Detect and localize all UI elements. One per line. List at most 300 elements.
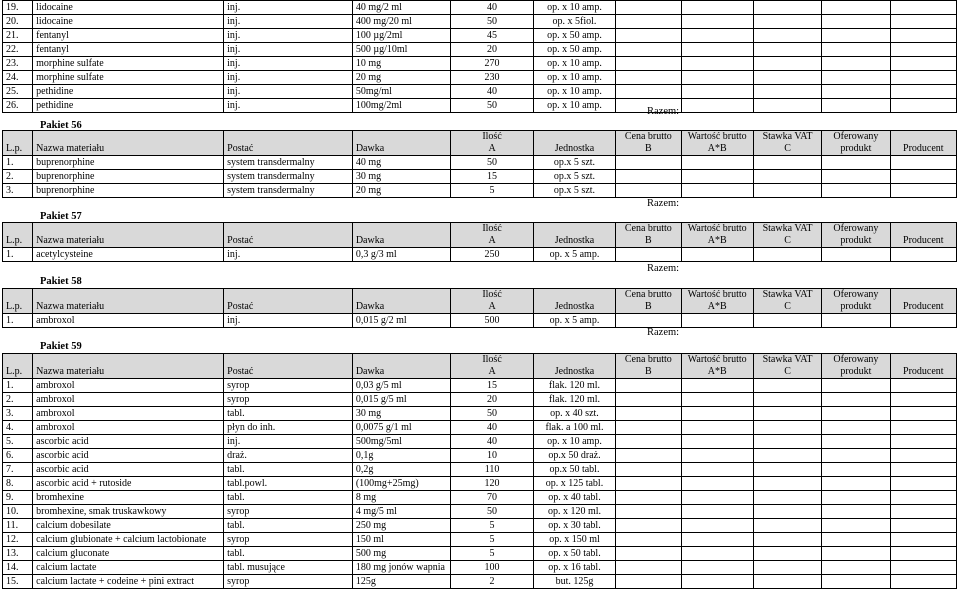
cell-cena: [616, 29, 681, 43]
cell-jednostka: op. x 30 tabl.: [533, 519, 615, 533]
cell-dawka: 0,3 g/3 ml: [352, 248, 451, 262]
cell-vat: [753, 407, 821, 421]
cell-dawka: 180 mg jonów wapnia: [352, 561, 451, 575]
cell-produkt: [822, 85, 890, 99]
cell-lp: L.p.: [3, 366, 33, 379]
cell-wartosc: [681, 184, 753, 198]
cell-cena: B: [616, 301, 681, 314]
cell-nazwa: buprenorphine: [33, 184, 224, 198]
pakiet-title-56: Pakiet 56: [40, 120, 82, 131]
cell-ilosc: 120: [451, 477, 533, 491]
cell-producent: [890, 289, 956, 302]
cell-wartosc: [681, 519, 753, 533]
cell-dawka: 500 mg: [352, 547, 451, 561]
cell-dawka: 0,0075 g/1 ml: [352, 421, 451, 435]
cell-postac: tabl.: [224, 491, 353, 505]
cell-dawka: 0,1g: [352, 449, 451, 463]
header-row-top: [3, 289, 957, 302]
cell-cena: Cena brutto: [616, 223, 681, 236]
cell-nazwa: ambroxol: [33, 314, 224, 328]
cell-dawka: Dawka: [352, 366, 451, 379]
cell-jednostka: op. x 125 tabl.: [533, 477, 615, 491]
cell-lp: 19.: [3, 1, 33, 15]
table-row: [3, 184, 957, 198]
cell-produkt: [822, 248, 890, 262]
cell-vat: [753, 449, 821, 463]
table-row: [3, 449, 957, 463]
cell-wartosc: [681, 575, 753, 589]
cell-produkt: produkt: [822, 143, 890, 156]
cell-lp: 1.: [3, 156, 33, 170]
cell-dawka: 125g: [352, 575, 451, 589]
table-row: [3, 477, 957, 491]
cell-produkt: Oferowany: [822, 289, 890, 302]
cell-jednostka: Jednostka: [533, 235, 615, 248]
table-row: [3, 248, 957, 262]
cell-produkt: [822, 29, 890, 43]
cell-vat: [753, 561, 821, 575]
cell-ilosc: 15: [451, 170, 533, 184]
cell-ilosc: Ilość: [451, 289, 533, 302]
cell-dawka: 250 mg: [352, 519, 451, 533]
cell-lp: 14.: [3, 561, 33, 575]
cell-producent: [890, 393, 956, 407]
cell-ilosc: 40: [451, 435, 533, 449]
table-row: [3, 463, 957, 477]
cell-nazwa: buprenorphine: [33, 156, 224, 170]
cell-wartosc: [681, 533, 753, 547]
cell-postac: tabl. musujące: [224, 561, 353, 575]
table-row: [3, 533, 957, 547]
cell-cena: B: [616, 366, 681, 379]
cell-jednostka: op. x 5 amp.: [533, 248, 615, 262]
cell-dawka: 0,03 g/5 ml: [352, 379, 451, 393]
cell-jednostka: op. x 5fiol.: [533, 15, 615, 29]
cell-jednostka: op.x 50 draż.: [533, 449, 615, 463]
cell-ilosc: 20: [451, 393, 533, 407]
cell-lp: 1.: [3, 379, 33, 393]
cell-dawka: Dawka: [352, 301, 451, 314]
cell-jednostka: op. x 16 tabl.: [533, 561, 615, 575]
header-row-top: [3, 354, 957, 367]
cell-nazwa: morphine sulfate: [33, 57, 224, 71]
cell-lp: 3.: [3, 407, 33, 421]
cell-lp: 8.: [3, 477, 33, 491]
cell-vat: [753, 379, 821, 393]
cell-nazwa: acetylcysteine: [33, 248, 224, 262]
cell-nazwa: Nazwa materiału: [33, 143, 224, 156]
cell-producent: Producent: [890, 143, 956, 156]
cell-ilosc: 230: [451, 71, 533, 85]
cell-wartosc: A*B: [681, 366, 753, 379]
cell-postac: inj.: [224, 57, 353, 71]
cell-wartosc: [681, 170, 753, 184]
cell-ilosc: 5: [451, 533, 533, 547]
cell-postac: Postać: [224, 366, 353, 379]
cell-producent: [890, 491, 956, 505]
cell-nazwa: pethidine: [33, 99, 224, 113]
cell-produkt: produkt: [822, 301, 890, 314]
cell-ilosc: 50: [451, 99, 533, 113]
table-row: [3, 85, 957, 99]
cell-postac: syrop: [224, 533, 353, 547]
cell-cena: [616, 435, 681, 449]
cell-ilosc: 45: [451, 29, 533, 43]
cell-nazwa: [33, 354, 224, 367]
cell-cena: [616, 561, 681, 575]
cell-produkt: [822, 519, 890, 533]
cell-ilosc: 40: [451, 421, 533, 435]
cell-produkt: [822, 379, 890, 393]
cell-postac: draż.: [224, 449, 353, 463]
cell-dawka: 50mg/ml: [352, 85, 451, 99]
cell-jednostka: Jednostka: [533, 143, 615, 156]
cell-cena: [616, 519, 681, 533]
header-row-bottom: [3, 301, 957, 314]
cell-postac: płyn do inh.: [224, 421, 353, 435]
cell-dawka: 30 mg: [352, 407, 451, 421]
table-row: [3, 407, 957, 421]
cell-jednostka: op.x 5 szt.: [533, 156, 615, 170]
table-row: [3, 575, 957, 589]
cell-lp: 12.: [3, 533, 33, 547]
cell-wartosc: A*B: [681, 301, 753, 314]
cell-ilosc: 40: [451, 85, 533, 99]
table-row: [3, 43, 957, 57]
cell-cena: [616, 57, 681, 71]
cell-nazwa: calcium lactate: [33, 561, 224, 575]
cell-dawka: 500mg/5ml: [352, 435, 451, 449]
cell-dawka: 100mg/2ml: [352, 99, 451, 113]
cell-cena: [616, 71, 681, 85]
cell-ilosc: 250: [451, 248, 533, 262]
cell-jednostka: op. x 120 ml.: [533, 505, 615, 519]
cell-nazwa: ascorbic acid + rutoside: [33, 477, 224, 491]
cell-wartosc: [681, 57, 753, 71]
cell-postac: inj.: [224, 29, 353, 43]
table-row: [3, 15, 957, 29]
table-row: [3, 561, 957, 575]
cell-nazwa: [33, 289, 224, 302]
cell-cena: [616, 505, 681, 519]
cell-postac: inj.: [224, 314, 353, 328]
cell-wartosc: [681, 421, 753, 435]
cell-vat: [753, 85, 821, 99]
cell-postac: system transdermalny: [224, 156, 353, 170]
table-row: [3, 99, 957, 113]
cell-nazwa: morphine sulfate: [33, 71, 224, 85]
cell-vat: [753, 170, 821, 184]
cell-jednostka: op. x 50 tabl.: [533, 547, 615, 561]
cell-vat: [753, 505, 821, 519]
cell-nazwa: calcium gluconate: [33, 547, 224, 561]
cell-produkt: [822, 463, 890, 477]
cell-postac: tabl.: [224, 463, 353, 477]
header-row-bottom: [3, 143, 957, 156]
cell-lp: 6.: [3, 449, 33, 463]
pakiet-title-59: Pakiet 59: [40, 341, 82, 352]
table-row: [3, 71, 957, 85]
cell-vat: [753, 575, 821, 589]
cell-wartosc: Wartość brutto: [681, 354, 753, 367]
cell-lp: [3, 131, 33, 144]
cell-dawka: 40 mg: [352, 156, 451, 170]
cell-vat: [753, 463, 821, 477]
cell-produkt: [822, 449, 890, 463]
cell-producent: Producent: [890, 366, 956, 379]
cell-producent: Producent: [890, 301, 956, 314]
cell-dawka: 0,015 g/5 ml: [352, 393, 451, 407]
cell-jednostka: op. x 50 amp.: [533, 29, 615, 43]
cell-lp: [3, 223, 33, 236]
cell-producent: [890, 575, 956, 589]
cell-producent: [890, 15, 956, 29]
cell-produkt: [822, 407, 890, 421]
cell-lp: 4.: [3, 421, 33, 435]
table-row: [3, 29, 957, 43]
cell-lp: 20.: [3, 15, 33, 29]
cell-postac: inj.: [224, 85, 353, 99]
cell-producent: [890, 505, 956, 519]
cell-ilosc: 20: [451, 43, 533, 57]
cell-vat: [753, 248, 821, 262]
table-row: [3, 156, 957, 170]
cell-jednostka: Jednostka: [533, 301, 615, 314]
cell-cena: Cena brutto: [616, 289, 681, 302]
cell-nazwa: Nazwa materiału: [33, 366, 224, 379]
cell-cena: [616, 379, 681, 393]
cell-cena: [616, 463, 681, 477]
cell-jednostka: [533, 131, 615, 144]
cell-lp: L.p.: [3, 235, 33, 248]
table-row: [3, 491, 957, 505]
cell-dawka: 40 mg/2 ml: [352, 1, 451, 15]
cell-dawka: [352, 354, 451, 367]
cell-jednostka: flak. 120 ml.: [533, 379, 615, 393]
cell-nazwa: ascorbic acid: [33, 449, 224, 463]
cell-ilosc: 50: [451, 15, 533, 29]
table-row: [3, 57, 957, 71]
cell-postac: tabl.powl.: [224, 477, 353, 491]
cell-produkt: Oferowany: [822, 223, 890, 236]
cell-lp: 22.: [3, 43, 33, 57]
cell-ilosc: 110: [451, 463, 533, 477]
cell-jednostka: flak. a 100 ml.: [533, 421, 615, 435]
cell-cena: [616, 393, 681, 407]
cell-wartosc: [681, 463, 753, 477]
cell-vat: [753, 99, 821, 113]
cell-nazwa: lidocaine: [33, 1, 224, 15]
cell-produkt: Oferowany: [822, 131, 890, 144]
cell-nazwa: ambroxol: [33, 407, 224, 421]
cell-jednostka: op. x 10 amp.: [533, 435, 615, 449]
cell-ilosc: A: [451, 143, 533, 156]
cell-ilosc: 50: [451, 407, 533, 421]
cell-dawka: (100mg+25mg): [352, 477, 451, 491]
cell-produkt: Oferowany: [822, 354, 890, 367]
cell-jednostka: [533, 223, 615, 236]
cell-jednostka: op.x 5 szt.: [533, 170, 615, 184]
cell-jednostka: [533, 354, 615, 367]
table-top-rows: [2, 0, 957, 113]
cell-produkt: [822, 184, 890, 198]
cell-producent: [890, 85, 956, 99]
cell-producent: [890, 184, 956, 198]
cell-cena: [616, 533, 681, 547]
cell-postac: [224, 223, 353, 236]
cell-cena: [616, 170, 681, 184]
cell-jednostka: op. x 5 amp.: [533, 314, 615, 328]
cell-produkt: [822, 15, 890, 29]
cell-nazwa: pethidine: [33, 85, 224, 99]
cell-lp: 9.: [3, 491, 33, 505]
cell-wartosc: A*B: [681, 143, 753, 156]
cell-wartosc: Wartość brutto: [681, 289, 753, 302]
cell-producent: [890, 1, 956, 15]
cell-postac: Postać: [224, 235, 353, 248]
cell-wartosc: [681, 156, 753, 170]
cell-vat: [753, 533, 821, 547]
cell-dawka: [352, 131, 451, 144]
cell-vat: [753, 71, 821, 85]
cell-nazwa: fentanyl: [33, 43, 224, 57]
cell-postac: inj.: [224, 248, 353, 262]
cell-cena: [616, 248, 681, 262]
table-pakiet-57: [2, 222, 957, 262]
cell-nazwa: lidocaine: [33, 15, 224, 29]
cell-postac: system transdermalny: [224, 170, 353, 184]
cell-producent: [890, 547, 956, 561]
cell-ilosc: 70: [451, 491, 533, 505]
cell-jednostka: op.x 5 szt.: [533, 184, 615, 198]
cell-nazwa: [33, 223, 224, 236]
cell-vat: [753, 547, 821, 561]
cell-producent: [890, 354, 956, 367]
cell-jednostka: op. x 150 ml: [533, 533, 615, 547]
cell-ilosc: 10: [451, 449, 533, 463]
cell-vat: [753, 29, 821, 43]
cell-vat: C: [753, 143, 821, 156]
cell-wartosc: [681, 547, 753, 561]
cell-lp: L.p.: [3, 301, 33, 314]
cell-produkt: produkt: [822, 366, 890, 379]
cell-cena: Cena brutto: [616, 131, 681, 144]
cell-dawka: 0,2g: [352, 463, 451, 477]
cell-nazwa: ascorbic acid: [33, 463, 224, 477]
cell-vat: [753, 57, 821, 71]
cell-produkt: [822, 491, 890, 505]
cell-vat: [753, 43, 821, 57]
cell-dawka: Dawka: [352, 235, 451, 248]
cell-vat: [753, 156, 821, 170]
cell-cena: [616, 184, 681, 198]
cell-wartosc: Wartość brutto: [681, 131, 753, 144]
cell-wartosc: Wartość brutto: [681, 223, 753, 236]
cell-jednostka: op. x 10 amp.: [533, 57, 615, 71]
cell-postac: [224, 354, 353, 367]
cell-ilosc: 100: [451, 561, 533, 575]
cell-vat: [753, 15, 821, 29]
cell-postac: inj.: [224, 1, 353, 15]
cell-producent: [890, 435, 956, 449]
cell-jednostka: op. x 10 amp.: [533, 85, 615, 99]
cell-producent: [890, 314, 956, 328]
cell-ilosc: 5: [451, 547, 533, 561]
cell-produkt: [822, 533, 890, 547]
cell-nazwa: fentanyl: [33, 29, 224, 43]
cell-lp: 24.: [3, 71, 33, 85]
pakiet-title-58: Pakiet 58: [40, 276, 82, 287]
cell-produkt: [822, 435, 890, 449]
cell-vat: [753, 477, 821, 491]
cell-ilosc: 50: [451, 156, 533, 170]
cell-producent: [890, 561, 956, 575]
cell-producent: [890, 57, 956, 71]
cell-ilosc: Ilość: [451, 131, 533, 144]
cell-nazwa: ascorbic acid: [33, 435, 224, 449]
cell-ilosc: 50: [451, 505, 533, 519]
cell-cena: [616, 1, 681, 15]
table-row: [3, 421, 957, 435]
cell-lp: 13.: [3, 547, 33, 561]
pakiet-title-57: Pakiet 57: [40, 211, 82, 222]
cell-jednostka: op.x 50 tabl.: [533, 463, 615, 477]
cell-cena: [616, 407, 681, 421]
table-row: [3, 379, 957, 393]
cell-jednostka: op. x 50 amp.: [533, 43, 615, 57]
cell-postac: inj.: [224, 43, 353, 57]
cell-nazwa: Nazwa materiału: [33, 301, 224, 314]
cell-cena: [616, 477, 681, 491]
cell-ilosc: A: [451, 235, 533, 248]
cell-dawka: 10 mg: [352, 57, 451, 71]
cell-jednostka: [533, 289, 615, 302]
cell-postac: tabl.: [224, 547, 353, 561]
cell-wartosc: [681, 379, 753, 393]
cell-lp: 2.: [3, 393, 33, 407]
cell-wartosc: [681, 407, 753, 421]
cell-producent: [890, 477, 956, 491]
cell-lp: 25.: [3, 85, 33, 99]
cell-producent: [890, 170, 956, 184]
header-row-top: [3, 131, 957, 144]
cell-producent: [890, 43, 956, 57]
cell-producent: [890, 421, 956, 435]
cell-produkt: [822, 170, 890, 184]
cell-dawka: 4 mg/5 ml: [352, 505, 451, 519]
cell-vat: [753, 184, 821, 198]
cell-dawka: 500 µg/10ml: [352, 43, 451, 57]
cell-postac: inj.: [224, 71, 353, 85]
cell-vat: [753, 421, 821, 435]
cell-dawka: 400 mg/20 ml: [352, 15, 451, 29]
cell-cena: Cena brutto: [616, 354, 681, 367]
cell-postac: tabl.: [224, 407, 353, 421]
cell-lp: [3, 289, 33, 302]
header-row-bottom: [3, 366, 957, 379]
cell-lp: 10.: [3, 505, 33, 519]
cell-producent: [890, 131, 956, 144]
cell-dawka: 150 ml: [352, 533, 451, 547]
cell-nazwa: bromhexine, smak truskawkowy: [33, 505, 224, 519]
cell-postac: [224, 131, 353, 144]
cell-ilosc: 5: [451, 184, 533, 198]
cell-wartosc: [681, 85, 753, 99]
cell-produkt: [822, 505, 890, 519]
cell-cena: [616, 43, 681, 57]
razem-label-56: Razem:: [647, 106, 680, 117]
cell-wartosc: [681, 449, 753, 463]
